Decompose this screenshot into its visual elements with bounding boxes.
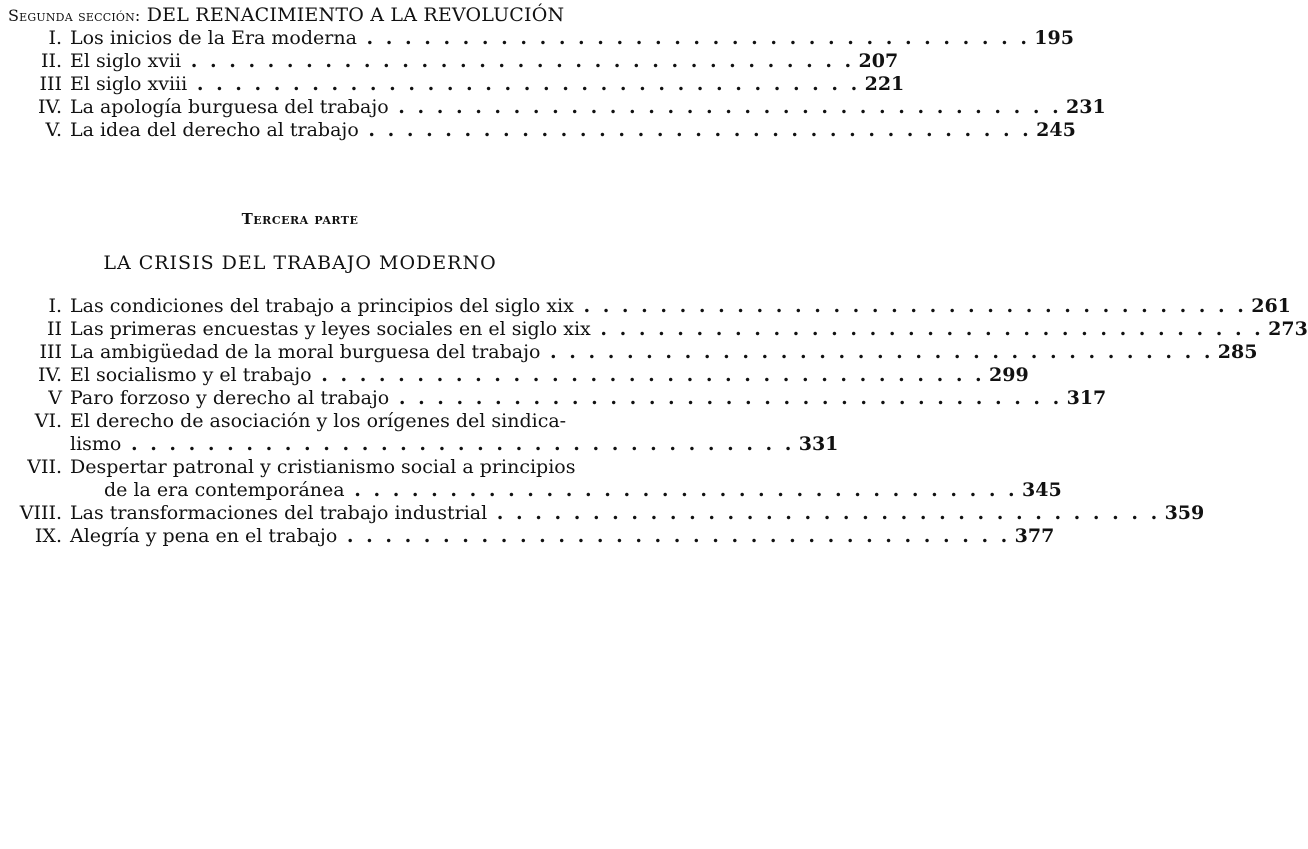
section-heading: [8, 4, 592, 26]
page-number: 261: [1251, 295, 1291, 317]
toc-entry: [0, 295, 1291, 318]
chapter-title-line1: El derecho de asociación y los orígenes del sindica-: [70, 410, 567, 432]
chapter-title-line1: Despertar patronal y cristianismo social a principios: [70, 456, 576, 478]
part-title: LA CRISIS DEL TRABAJO MODERNO: [103, 252, 497, 274]
chapter-numeral: II: [46, 318, 62, 340]
page-number: 195: [1034, 27, 1074, 49]
page-number: 317: [1066, 387, 1107, 409]
chapter-title: La idea del derecho al trabajo: [70, 119, 359, 141]
section-label: Segunda sección:: [8, 6, 141, 25]
page-number: 273: [1268, 318, 1308, 340]
toc-entry: [0, 410, 839, 456]
page-number: 231: [1066, 96, 1106, 118]
toc-entry: [0, 27, 1074, 50]
chapter-title: Las transformaciones del trabajo industrial: [70, 502, 488, 524]
page-number: 331: [798, 433, 839, 455]
toc-entry: [0, 50, 899, 73]
chapter-title-line2: de la era contemporánea: [104, 479, 345, 501]
chapter-title: El socialismo y el trabajo: [70, 364, 312, 386]
part-label: Tercera parte: [241, 210, 359, 228]
chapter-title: Paro forzoso y derecho al trabajo: [70, 387, 390, 409]
chapter-numeral: VIII.: [19, 502, 62, 524]
chapter-title: El siglo xviii: [70, 73, 188, 95]
chapter-numeral: IV.: [38, 364, 62, 386]
chapter-numeral: V: [48, 387, 62, 409]
chapter-numeral: IV.: [38, 96, 62, 118]
page-number: 359: [1164, 502, 1205, 524]
toc-entry: [0, 96, 1106, 119]
chapter-numeral: VI.: [34, 410, 62, 432]
toc-entry: [0, 364, 1029, 387]
chapter-numeral: III: [39, 73, 62, 95]
section-toc-list: [0, 27, 1106, 142]
toc-entry: [0, 387, 1107, 410]
toc-entry: [0, 456, 1062, 502]
toc-entry: [0, 119, 1076, 142]
chapter-title: Los inicios de la Era moderna: [70, 27, 357, 49]
chapter-title: Las primeras encuestas y leyes sociales en el siglo xix: [70, 318, 591, 340]
chapter-numeral: II.: [40, 50, 62, 72]
section-title: DEL RENACIMIENTO A LA REVOLUCIÓN: [146, 4, 565, 26]
chapter-title: La ambigüedad de la moral burguesa del trabajo: [70, 341, 541, 363]
chapter-numeral: VII.: [27, 456, 62, 478]
chapter-title: La apología burguesa del trabajo: [70, 96, 389, 118]
page-number: 207: [858, 50, 899, 72]
toc-entry: [0, 318, 1308, 341]
chapter-title-line2: lismo: [70, 433, 122, 455]
toc-entry: [0, 525, 1055, 548]
chapter-title: El siglo xvii: [70, 50, 182, 72]
chapter-numeral: III: [39, 341, 62, 363]
chapter-title: Las condiciones del trabajo a principios del siglo xix: [70, 295, 574, 317]
chapter-numeral: IX.: [34, 525, 62, 547]
page-number: 221: [864, 73, 905, 95]
page-number: 245: [1036, 119, 1076, 141]
chapter-numeral: I.: [48, 27, 62, 49]
chapter-numeral: I.: [48, 295, 62, 317]
chapter-numeral: V.: [45, 119, 62, 141]
chapter-title: Alegría y pena en el trabajo: [70, 525, 338, 547]
toc-entry: [0, 502, 1205, 525]
part-toc-list: [0, 295, 1308, 548]
page-number: 299: [989, 364, 1029, 386]
page-number: 345: [1022, 479, 1062, 501]
page-number: 285: [1217, 341, 1258, 363]
toc-entry: [0, 341, 1258, 364]
toc-entry: [0, 73, 905, 96]
page-number: 377: [1014, 525, 1055, 547]
